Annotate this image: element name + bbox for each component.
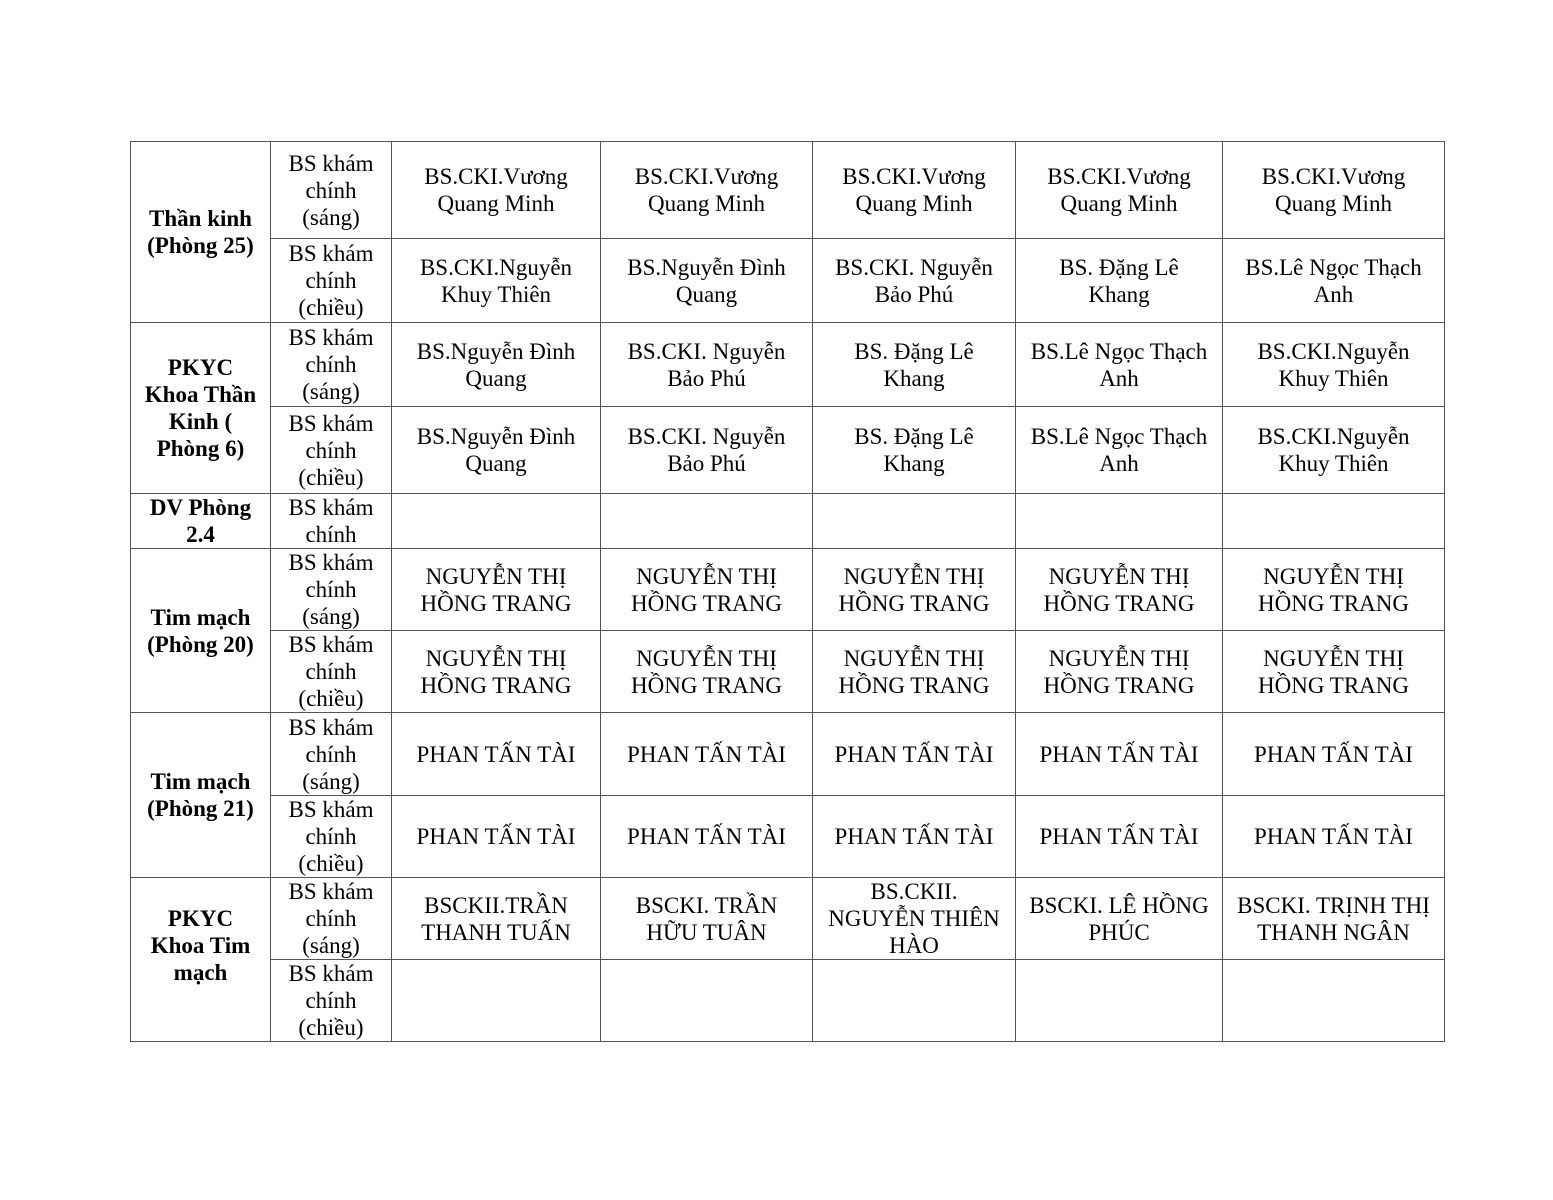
doctor-cell: PHAN TẤN TÀI	[601, 713, 813, 796]
table-row	[131, 796, 1445, 878]
table-row	[131, 239, 1445, 323]
doctor-cell: BS.CKI.Nguyễn Khuy Thiên	[392, 239, 601, 323]
doctor-cell: BS.Nguyễn Đình Quang	[392, 323, 601, 407]
role-cell: BS khám chính (chiều)	[271, 960, 392, 1042]
doctor-cell: NGUYỄN THỊ HỒNG TRANG	[1223, 631, 1445, 713]
doctor-cell: NGUYỄN THỊ HỒNG TRANG	[813, 631, 1016, 713]
doctor-cell: PHAN TẤN TÀI	[1016, 713, 1223, 796]
schedule-table	[130, 141, 1445, 1042]
table-row	[131, 713, 1445, 796]
role-cell: BS khám chính (chiều)	[271, 631, 392, 713]
table-row	[131, 323, 1445, 407]
role-cell: BS khám chính (sáng)	[271, 323, 392, 407]
doctor-cell: BS. Đặng Lê Khang	[1016, 239, 1223, 323]
doctor-cell: BS. Đặng Lê Khang	[813, 407, 1016, 494]
doctor-cell: BS.Lê Ngọc Thạch Anh	[1223, 239, 1445, 323]
department-cell: DV Phòng 2.4	[131, 494, 271, 549]
role-cell: BS khám chính	[271, 494, 392, 549]
empty-cell	[1016, 494, 1223, 549]
doctor-cell: PHAN TẤN TÀI	[392, 713, 601, 796]
table-row	[131, 878, 1445, 960]
doctor-cell: BS.CKII. NGUYỄN THIÊN HÀO	[813, 878, 1016, 960]
doctor-cell: BSCKI. LÊ HỒNG PHÚC	[1016, 878, 1223, 960]
doctor-cell: NGUYỄN THỊ HỒNG TRANG	[392, 631, 601, 713]
doctor-cell: NGUYỄN THỊ HỒNG TRANG	[601, 631, 813, 713]
doctor-cell: PHAN TẤN TÀI	[392, 796, 601, 878]
table-row	[131, 142, 1445, 239]
department-cell: Thần kinh (Phòng 25)	[131, 142, 271, 323]
department-cell: PKYC Khoa Thần Kinh ( Phòng 6)	[131, 323, 271, 494]
empty-cell	[1223, 494, 1445, 549]
empty-cell	[813, 494, 1016, 549]
empty-cell	[813, 960, 1016, 1042]
role-cell: BS khám chính (chiều)	[271, 796, 392, 878]
table-row	[131, 631, 1445, 713]
doctor-cell: BSCKI. TRẦN HỮU TUÂN	[601, 878, 813, 960]
doctor-cell: BS.CKI.Vương Quang Minh	[1223, 142, 1445, 239]
doctor-cell: PHAN TẤN TÀI	[1223, 713, 1445, 796]
doctor-cell: PHAN TẤN TÀI	[813, 713, 1016, 796]
doctor-cell: BS. Đặng Lê Khang	[813, 323, 1016, 407]
doctor-cell: BSCKII.TRẦN THANH TUẤN	[392, 878, 601, 960]
department-cell: PKYC Khoa Tim mạch	[131, 878, 271, 1042]
doctor-cell: BS.CKI. Nguyễn Bảo Phú	[601, 323, 813, 407]
doctor-cell: BS.Lê Ngọc Thạch Anh	[1016, 407, 1223, 494]
doctor-cell: PHAN TẤN TÀI	[813, 796, 1016, 878]
doctor-cell: NGUYỄN THỊ HỒNG TRANG	[1016, 631, 1223, 713]
department-cell: Tim mạch (Phòng 21)	[131, 713, 271, 878]
doctor-cell: BS.CKI.Nguyễn Khuy Thiên	[1223, 407, 1445, 494]
role-cell: BS khám chính (sáng)	[271, 142, 392, 239]
doctor-cell: PHAN TẤN TÀI	[1016, 796, 1223, 878]
doctor-cell: PHAN TẤN TÀI	[601, 796, 813, 878]
empty-cell	[392, 960, 601, 1042]
doctor-cell: BS.Nguyễn Đình Quang	[601, 239, 813, 323]
table-row	[131, 960, 1445, 1042]
empty-cell	[1223, 960, 1445, 1042]
empty-cell	[601, 494, 813, 549]
role-cell: BS khám chính (sáng)	[271, 549, 392, 631]
role-cell: BS khám chính (sáng)	[271, 713, 392, 796]
doctor-cell: PHAN TẤN TÀI	[1223, 796, 1445, 878]
doctor-cell: BS.CKI.Vương Quang Minh	[392, 142, 601, 239]
empty-cell	[392, 494, 601, 549]
empty-cell	[1016, 960, 1223, 1042]
role-cell: BS khám chính (chiều)	[271, 239, 392, 323]
doctor-cell: BS.CKI.Vương Quang Minh	[1016, 142, 1223, 239]
doctor-cell: NGUYỄN THỊ HỒNG TRANG	[601, 549, 813, 631]
role-cell: BS khám chính (chiều)	[271, 407, 392, 494]
doctor-cell: NGUYỄN THỊ HỒNG TRANG	[1016, 549, 1223, 631]
doctor-cell: BSCKI. TRỊNH THỊ THANH NGÂN	[1223, 878, 1445, 960]
doctor-cell: BS.CKI. Nguyễn Bảo Phú	[601, 407, 813, 494]
doctor-cell: BS.CKI. Nguyễn Bảo Phú	[813, 239, 1016, 323]
doctor-cell: NGUYỄN THỊ HỒNG TRANG	[813, 549, 1016, 631]
table-row	[131, 494, 1445, 549]
doctor-cell: BS.Lê Ngọc Thạch Anh	[1016, 323, 1223, 407]
empty-cell	[601, 960, 813, 1042]
doctor-cell: NGUYỄN THỊ HỒNG TRANG	[1223, 549, 1445, 631]
doctor-cell: BS.Nguyễn Đình Quang	[392, 407, 601, 494]
doctor-cell: BS.CKI.Vương Quang Minh	[601, 142, 813, 239]
role-cell: BS khám chính (sáng)	[271, 878, 392, 960]
department-cell: Tim mạch (Phòng 20)	[131, 549, 271, 713]
doctor-cell: BS.CKI.Vương Quang Minh	[813, 142, 1016, 239]
doctor-cell: BS.CKI.Nguyễn Khuy Thiên	[1223, 323, 1445, 407]
doctor-cell: NGUYỄN THỊ HỒNG TRANG	[392, 549, 601, 631]
table-row	[131, 549, 1445, 631]
table-row	[131, 407, 1445, 494]
